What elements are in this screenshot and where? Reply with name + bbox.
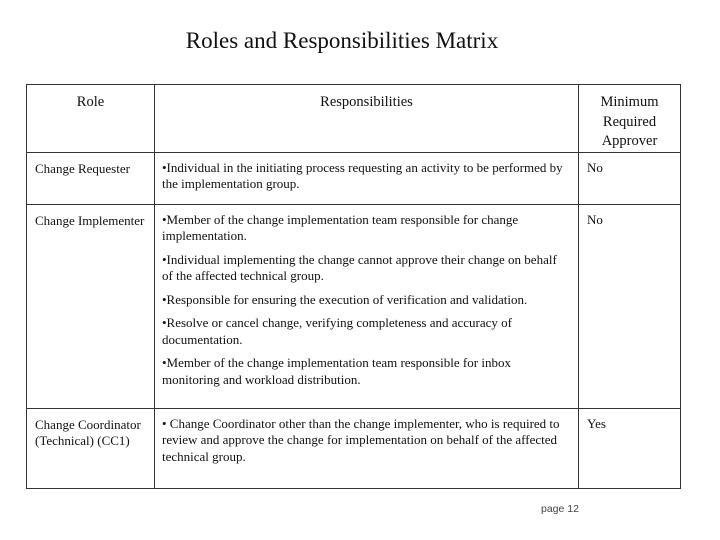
page-number: page 12 <box>541 503 579 515</box>
role-cell: Change Requester <box>27 152 155 204</box>
header-min-line: Approver <box>601 133 658 149</box>
header-responsibilities: Responsibilities <box>155 85 579 153</box>
table-row-change-coordinator <box>27 408 681 488</box>
table-header-row <box>27 85 681 153</box>
responsibilities-cell <box>155 408 579 488</box>
approver-cell: No <box>579 152 681 204</box>
responsibilities-cell <box>155 204 579 408</box>
roles-matrix-table <box>26 84 681 489</box>
header-min-line: Required <box>602 113 657 130</box>
responsibility-item: •Individual implementing the change cannot approve their change on behalf of the affected technical group. <box>162 251 557 283</box>
responsibilities-cell <box>155 152 579 204</box>
header-min-line: Minimum <box>600 94 659 110</box>
approver-cell: No <box>579 204 681 408</box>
responsibility-item: •Member of the change implementation team responsible for inbox monitoring and workload distribution. <box>162 355 511 387</box>
responsibility-item: •Individual in the initiating process requesting an activity to be performed by the implementation group. <box>162 159 563 191</box>
role-cell: Change Coordinator (Technical) (CC1) <box>27 408 155 488</box>
responsibility-item: •Resolve or cancel change, verifying completeness and accuracy of documentation. <box>162 315 512 347</box>
responsibility-item: • Change Coordinator other than the change implementer, who is required to review and approve the change for implementation on behalf of the affected technical group. <box>162 415 560 464</box>
table-row-change-implementer <box>27 204 681 408</box>
role-cell: Change Implementer <box>27 204 155 408</box>
header-role: Role <box>27 85 155 153</box>
responsibility-item: •Member of the change implementation team responsible for change implementation. <box>162 211 519 243</box>
approver-cell: Yes <box>579 408 681 488</box>
responsibility-item: •Responsible for ensuring the execution of verification and validation. <box>162 291 528 307</box>
table-row-change-requester <box>27 152 681 204</box>
page-title: Roles and Responsibilities Matrix <box>185 28 499 53</box>
header-minimum-required-approver <box>579 85 681 153</box>
